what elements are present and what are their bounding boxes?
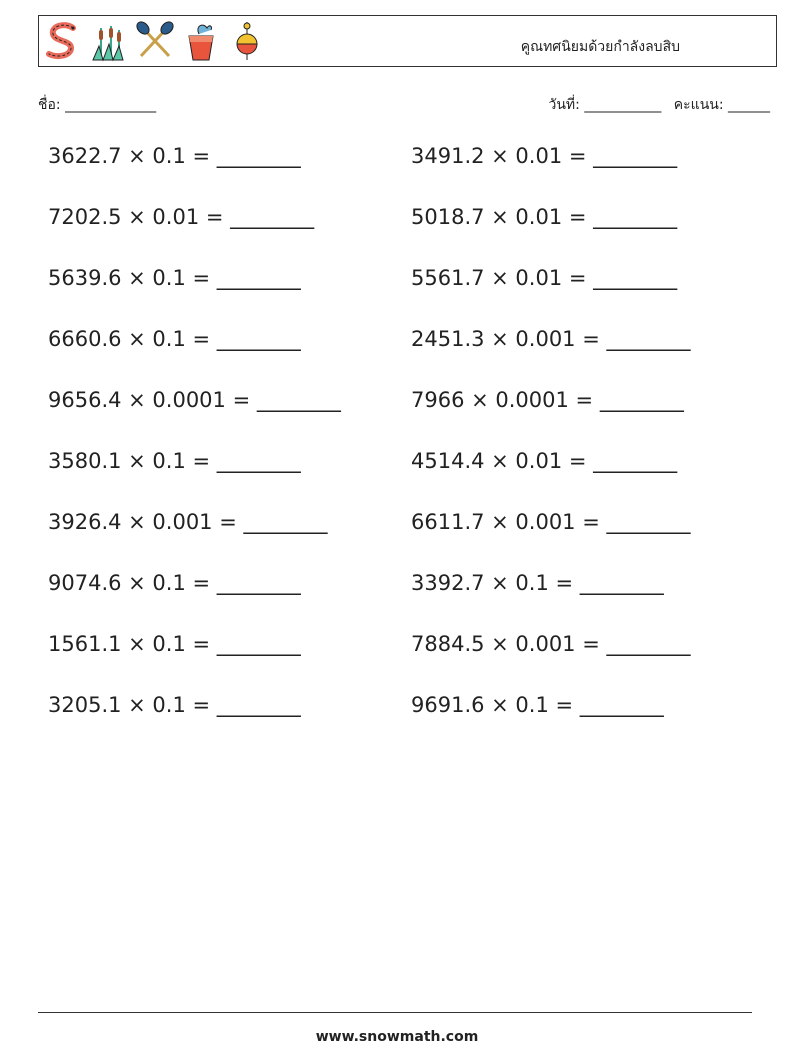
problem-row: [48, 571, 768, 632]
problem-row: [48, 510, 768, 571]
problem-item: 3926.4 × 0.001 = ________: [48, 510, 328, 534]
problem-item: 5018.7 × 0.01 = ________: [411, 205, 678, 229]
problem-list: [48, 144, 768, 754]
crossed-paddles-icon: [135, 20, 175, 62]
footer-site: www.snowmath.com: [315, 1029, 479, 1045]
problem-item: 3205.1 × 0.1 = ________: [48, 693, 301, 717]
problem-row: [48, 266, 768, 327]
name-field-label: ชื่อ: _____________: [38, 97, 157, 113]
score-field-label: คะแนน: ______: [673, 97, 770, 113]
problem-row: [48, 144, 768, 205]
problem-item: 7202.5 × 0.01 = ________: [48, 205, 315, 229]
problem-row: [48, 632, 768, 693]
problem-item: 7884.5 × 0.001 = ________: [411, 632, 691, 656]
fish-bucket-icon: [181, 20, 221, 62]
date-field-label: วันที่: ___________: [548, 97, 662, 113]
problem-row: [48, 327, 768, 388]
worksheet-header: [38, 15, 777, 67]
problem-item: 9074.6 × 0.1 = ________: [48, 571, 301, 595]
problem-item: 9656.4 × 0.0001 = ________: [48, 388, 341, 412]
problem-item: 3580.1 × 0.1 = ________: [48, 449, 301, 473]
problem-item: 6660.6 × 0.1 = ________: [48, 327, 301, 351]
problem-row: [48, 388, 768, 449]
problem-row: [48, 205, 768, 266]
problem-item: 4514.4 × 0.01 = ________: [411, 449, 678, 473]
fishing-bobber-icon: [227, 20, 267, 62]
problem-item: 6611.7 × 0.001 = ________: [411, 510, 691, 534]
problem-item: 3491.2 × 0.01 = ________: [411, 144, 678, 168]
header-icons: [43, 20, 267, 62]
problem-item: 5639.6 × 0.1 = ________: [48, 266, 301, 290]
problem-item: 3622.7 × 0.1 = ________: [48, 144, 301, 168]
problem-row: [48, 693, 768, 754]
problem-item: 3392.7 × 0.1 = ________: [411, 571, 664, 595]
problem-item: 2451.3 × 0.001 = ________: [411, 327, 691, 351]
cattail-reeds-icon: [89, 20, 129, 62]
worm-icon: [43, 20, 83, 62]
problem-item: 7966 × 0.0001 = ________: [411, 388, 684, 412]
problem-item: 5561.7 × 0.01 = ________: [411, 266, 678, 290]
problem-row: [48, 449, 768, 510]
worksheet-title: คูณทศนิยมด้วยกำลังลบสิบ: [520, 39, 680, 55]
date-score-fields: [541, 94, 771, 116]
problem-item: 9691.6 × 0.1 = ________: [411, 693, 664, 717]
footer-divider: [38, 1012, 752, 1013]
problem-item: 1561.1 × 0.1 = ________: [48, 632, 301, 656]
